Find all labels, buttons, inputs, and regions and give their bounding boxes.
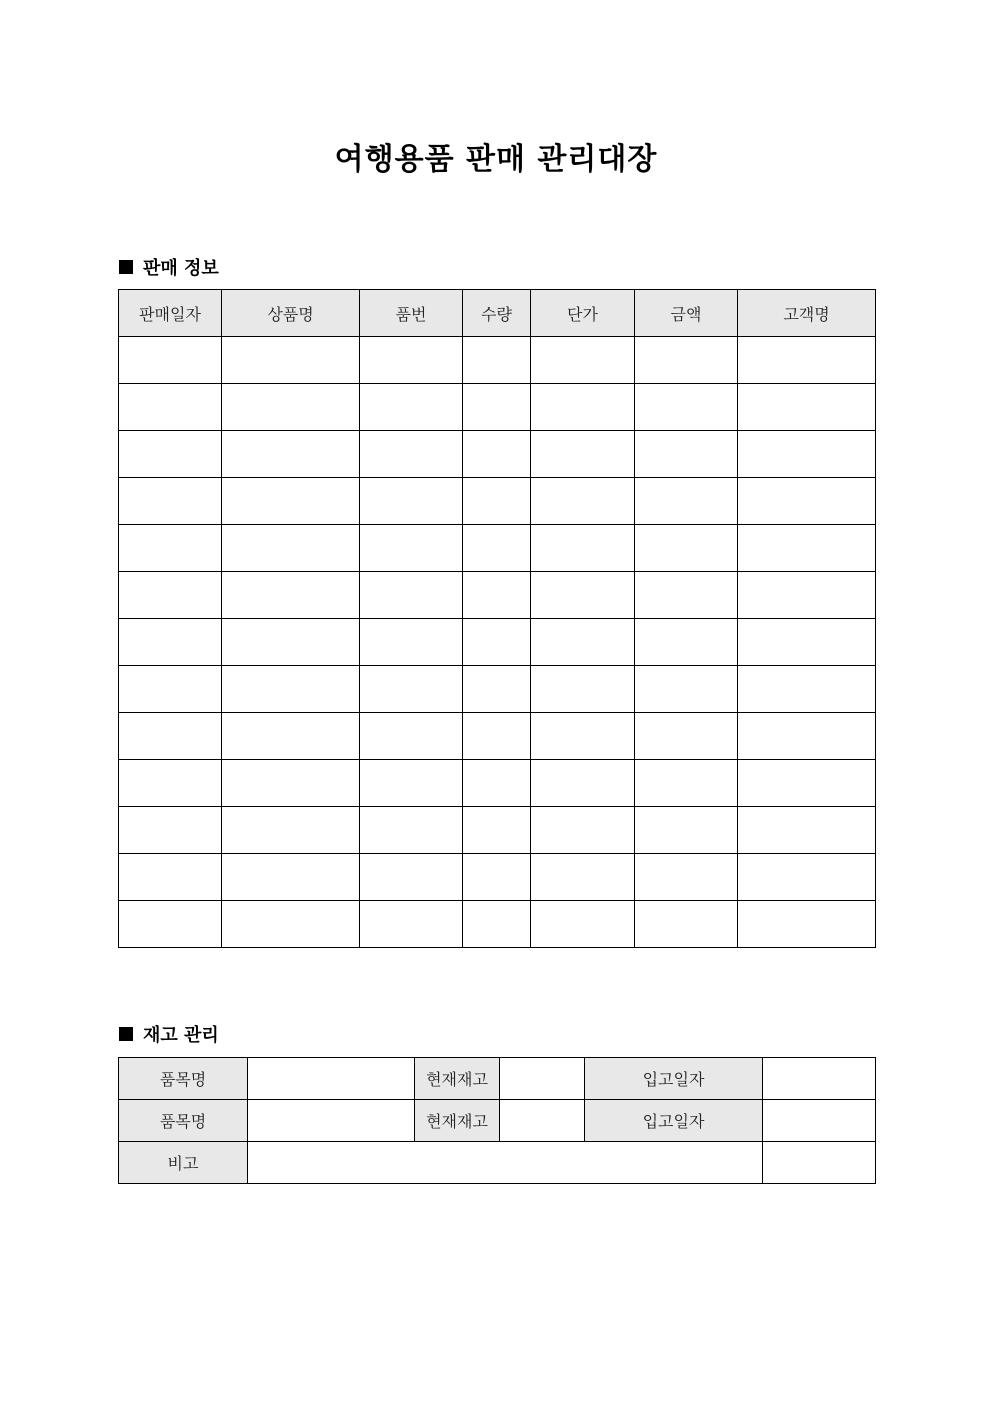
amount-cell[interactable]: [635, 713, 738, 760]
table-row: [119, 478, 876, 525]
current-stock-label: 현재재고: [415, 1100, 500, 1142]
unit-price-cell[interactable]: [531, 854, 635, 901]
column-header-sale-date: 판매일자: [119, 290, 222, 337]
unit-price-cell[interactable]: [531, 337, 635, 384]
amount-cell[interactable]: [635, 760, 738, 807]
item-name-field[interactable]: [248, 1100, 415, 1142]
section-heading-stock: [119, 1021, 219, 1047]
item-number-cell[interactable]: [360, 901, 463, 948]
column-header-unit-price: 단가: [531, 290, 635, 337]
table-row: [119, 901, 876, 948]
item-number-cell[interactable]: [360, 760, 463, 807]
column-header-item-number: 품번: [360, 290, 463, 337]
product-name-cell[interactable]: [222, 572, 360, 619]
quantity-cell[interactable]: [463, 854, 531, 901]
current-stock-field[interactable]: [500, 1100, 585, 1142]
customer-name-cell[interactable]: [738, 619, 876, 666]
item-number-cell[interactable]: [360, 431, 463, 478]
quantity-cell[interactable]: [463, 478, 531, 525]
table-row: [119, 666, 876, 713]
customer-name-cell[interactable]: [738, 384, 876, 431]
product-name-cell[interactable]: [222, 713, 360, 760]
section-heading-sales: [119, 254, 219, 280]
quantity-cell[interactable]: [463, 901, 531, 948]
product-name-cell[interactable]: [222, 619, 360, 666]
customer-name-cell[interactable]: [738, 525, 876, 572]
item-number-cell[interactable]: [360, 478, 463, 525]
quantity-cell[interactable]: [463, 619, 531, 666]
table-row: [119, 713, 876, 760]
remarks-label: 비고: [119, 1142, 248, 1184]
product-name-cell[interactable]: [222, 854, 360, 901]
amount-cell[interactable]: [635, 478, 738, 525]
stock-row: [119, 1058, 876, 1100]
unit-price-cell[interactable]: [531, 478, 635, 525]
stock-row: [119, 1100, 876, 1142]
product-name-cell[interactable]: [222, 525, 360, 572]
unit-price-cell[interactable]: [531, 619, 635, 666]
sale-date-cell[interactable]: [119, 713, 222, 760]
amount-cell[interactable]: [635, 901, 738, 948]
table-row: [119, 431, 876, 478]
customer-name-cell[interactable]: [738, 901, 876, 948]
unit-price-cell[interactable]: [531, 901, 635, 948]
receipt-date-label: 입고일자: [585, 1100, 763, 1142]
table-header-row: [119, 290, 876, 337]
column-header-customer-name: 고객명: [738, 290, 876, 337]
customer-name-cell[interactable]: [738, 572, 876, 619]
item-number-cell[interactable]: [360, 807, 463, 854]
table-row: [119, 619, 876, 666]
sales-table: [118, 289, 876, 948]
item-number-cell[interactable]: [360, 854, 463, 901]
product-name-cell[interactable]: [222, 431, 360, 478]
amount-cell[interactable]: [635, 619, 738, 666]
product-name-cell[interactable]: [222, 666, 360, 713]
item-number-cell[interactable]: [360, 337, 463, 384]
unit-price-cell[interactable]: [531, 807, 635, 854]
customer-name-cell[interactable]: [738, 713, 876, 760]
receipt-date-field[interactable]: [763, 1058, 876, 1100]
item-number-cell[interactable]: [360, 713, 463, 760]
unit-price-cell[interactable]: [531, 525, 635, 572]
sale-date-cell[interactable]: [119, 478, 222, 525]
customer-name-cell[interactable]: [738, 478, 876, 525]
quantity-cell[interactable]: [463, 666, 531, 713]
receipt-date-label: 입고일자: [585, 1058, 763, 1100]
customer-name-cell[interactable]: [738, 666, 876, 713]
column-header-product-name: 상품명: [222, 290, 360, 337]
remarks-extra-field[interactable]: [763, 1142, 876, 1184]
item-name-label: 품목명: [119, 1100, 248, 1142]
customer-name-cell[interactable]: [738, 431, 876, 478]
quantity-cell[interactable]: [463, 431, 531, 478]
item-name-field[interactable]: [248, 1058, 415, 1100]
unit-price-cell[interactable]: [531, 666, 635, 713]
table-row: [119, 525, 876, 572]
section-heading-label: 판매 정보: [143, 258, 219, 279]
remarks-row: [119, 1142, 876, 1184]
amount-cell[interactable]: [635, 337, 738, 384]
item-number-cell[interactable]: [360, 619, 463, 666]
page-title: 여행용품 판매 관리대장: [334, 142, 658, 177]
column-header-quantity: 수량: [463, 290, 531, 337]
item-number-cell[interactable]: [360, 525, 463, 572]
amount-cell[interactable]: [635, 854, 738, 901]
sale-date-cell[interactable]: [119, 760, 222, 807]
item-number-cell[interactable]: [360, 666, 463, 713]
item-number-cell[interactable]: [360, 384, 463, 431]
quantity-cell[interactable]: [463, 384, 531, 431]
amount-cell[interactable]: [635, 807, 738, 854]
unit-price-cell[interactable]: [531, 431, 635, 478]
amount-cell[interactable]: [635, 666, 738, 713]
sale-date-cell[interactable]: [119, 572, 222, 619]
sale-date-cell[interactable]: [119, 525, 222, 572]
quantity-cell[interactable]: [463, 807, 531, 854]
sale-date-cell[interactable]: [119, 854, 222, 901]
sale-date-cell[interactable]: [119, 619, 222, 666]
customer-name-cell[interactable]: [738, 760, 876, 807]
table-row: [119, 572, 876, 619]
customer-name-cell[interactable]: [738, 807, 876, 854]
sale-date-cell[interactable]: [119, 666, 222, 713]
quantity-cell[interactable]: [463, 572, 531, 619]
table-row: [119, 760, 876, 807]
sale-date-cell[interactable]: [119, 337, 222, 384]
receipt-date-field[interactable]: [763, 1100, 876, 1142]
item-number-cell[interactable]: [360, 572, 463, 619]
stock-table: [118, 1057, 876, 1184]
amount-cell[interactable]: [635, 384, 738, 431]
amount-cell[interactable]: [635, 572, 738, 619]
product-name-cell[interactable]: [222, 760, 360, 807]
item-name-label: 품목명: [119, 1058, 248, 1100]
square-bullet-icon: [119, 1027, 133, 1041]
sale-date-cell[interactable]: [119, 901, 222, 948]
remarks-field[interactable]: [248, 1142, 763, 1184]
unit-price-cell[interactable]: [531, 384, 635, 431]
current-stock-field[interactable]: [500, 1058, 585, 1100]
quantity-cell[interactable]: [463, 760, 531, 807]
amount-cell[interactable]: [635, 525, 738, 572]
amount-cell[interactable]: [635, 431, 738, 478]
table-row: [119, 337, 876, 384]
customer-name-cell[interactable]: [738, 854, 876, 901]
current-stock-label: 현재재고: [415, 1058, 500, 1100]
table-row: [119, 807, 876, 854]
quantity-cell[interactable]: [463, 525, 531, 572]
column-header-amount: 금액: [635, 290, 738, 337]
table-row: [119, 854, 876, 901]
section-heading-label: 재고 관리: [143, 1025, 219, 1046]
customer-name-cell[interactable]: [738, 337, 876, 384]
product-name-cell[interactable]: [222, 384, 360, 431]
sale-date-cell[interactable]: [119, 431, 222, 478]
quantity-cell[interactable]: [463, 337, 531, 384]
sale-date-cell[interactable]: [119, 807, 222, 854]
square-bullet-icon: [119, 260, 133, 274]
sale-date-cell[interactable]: [119, 384, 222, 431]
product-name-cell[interactable]: [222, 337, 360, 384]
unit-price-cell[interactable]: [531, 760, 635, 807]
product-name-cell[interactable]: [222, 807, 360, 854]
quantity-cell[interactable]: [463, 713, 531, 760]
table-row: [119, 384, 876, 431]
product-name-cell[interactable]: [222, 478, 360, 525]
product-name-cell[interactable]: [222, 901, 360, 948]
unit-price-cell[interactable]: [531, 713, 635, 760]
unit-price-cell[interactable]: [531, 572, 635, 619]
